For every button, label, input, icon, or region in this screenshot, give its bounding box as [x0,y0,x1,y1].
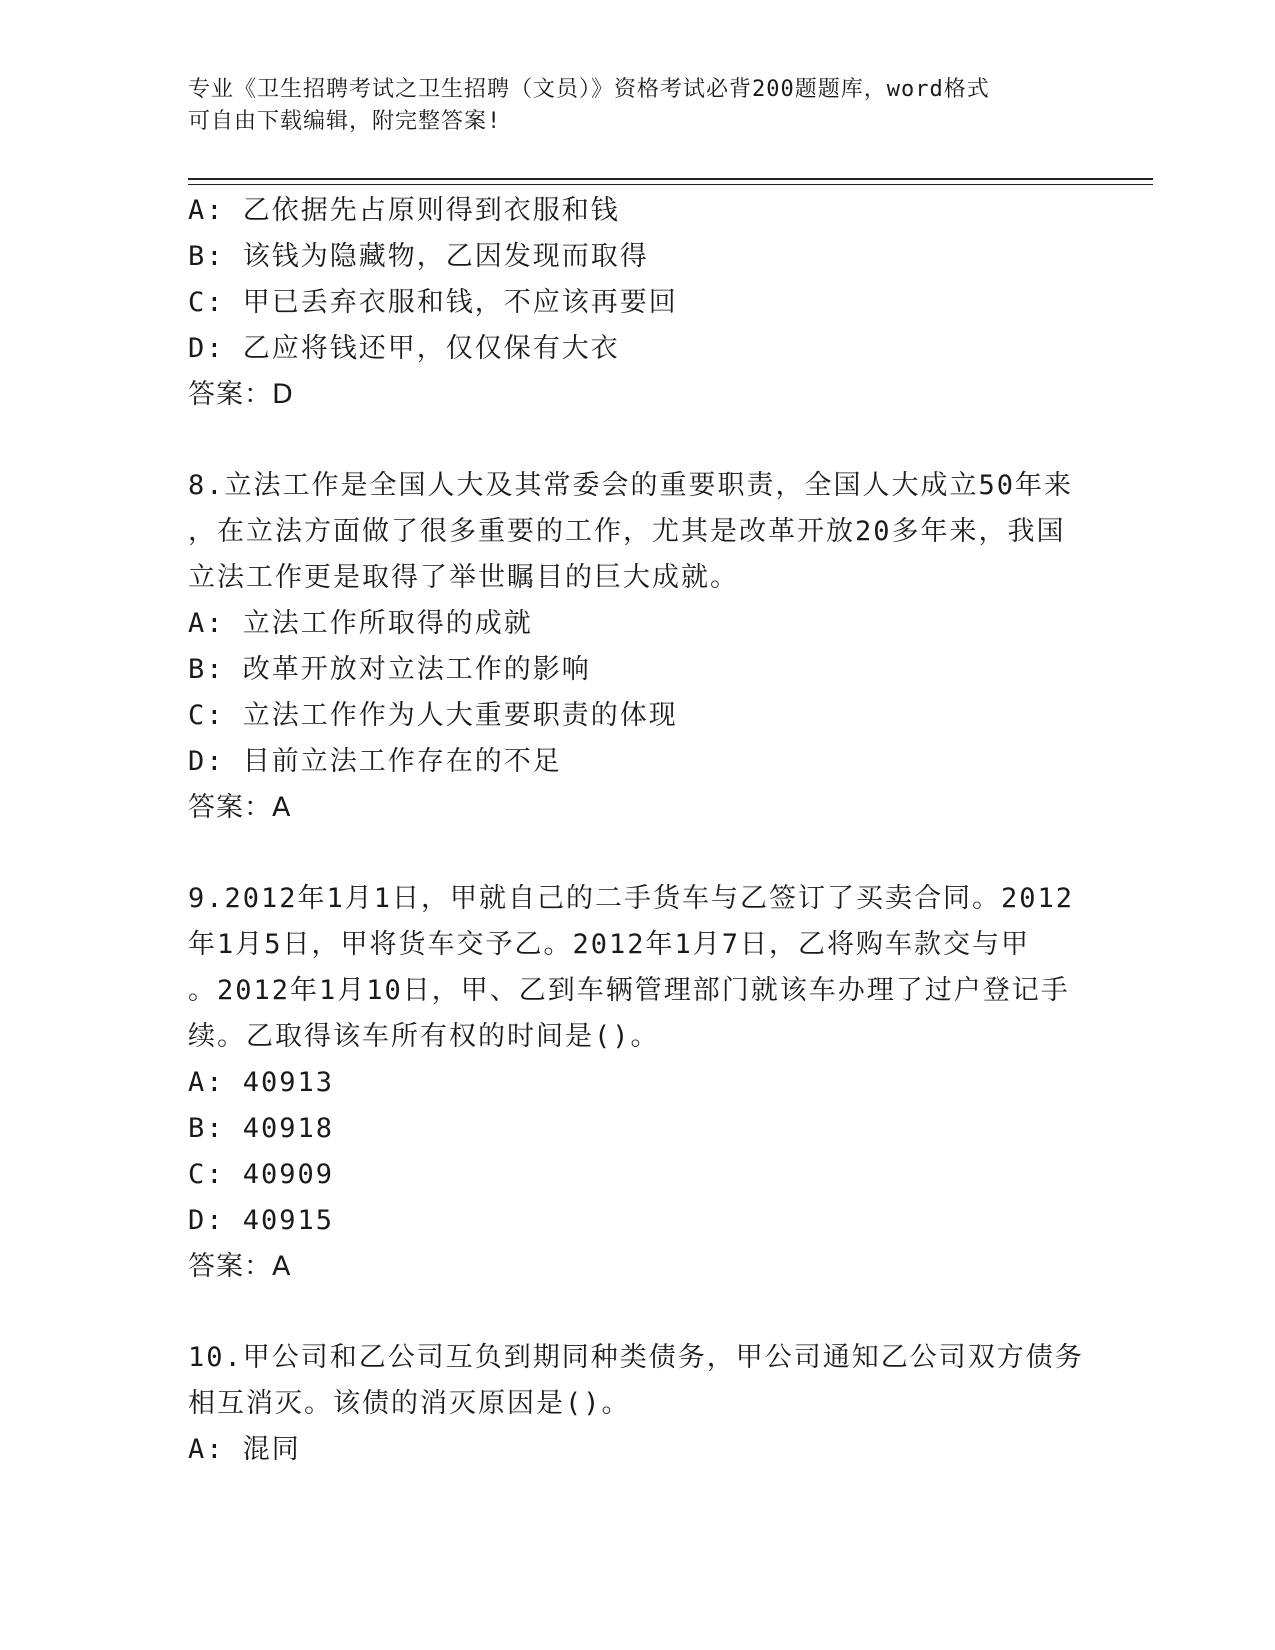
option-b: B: 40918 [188,1113,335,1144]
option-d: D: 目前立法工作存在的不足 [188,746,562,777]
option-b: B: 改革开放对立法工作的影响 [188,654,591,685]
question-7 [188,188,1093,418]
option-c: C: 40909 [188,1159,335,1190]
option-a: A: 40913 [188,1067,335,1098]
question-10 [188,1335,1093,1473]
option-a: A: 混同 [188,1434,301,1465]
option-b: B: 该钱为隐藏物，乙因发现而取得 [188,241,649,272]
option-c: C: 甲已丢弃衣服和钱，不应该再要回 [188,287,678,318]
question-stem-line: 年1月5日，甲将货车交予乙。2012年1月7日，乙将购车款交与甲 [188,929,1031,960]
option-d: D: 乙应将钱还甲，仅仅保有大衣 [188,333,620,364]
option-a: A: 乙依据先占原则得到衣服和钱 [188,195,620,226]
question-stem-line: 续。乙取得该车所有权的时间是()。 [188,1021,660,1052]
question-stem-line: 9.2012年1月1日，甲就自己的二手货车与乙签订了买卖合同。2012 [188,883,1075,914]
header-rule-thick [188,178,1153,180]
question-list [188,188,1093,1473]
answer-line: 答案：A [188,792,292,823]
spacer [188,418,1093,463]
answer-line: 答案：D [188,379,294,410]
answer-line: 答案：A [188,1251,292,1282]
header-rule-thin [188,184,1153,185]
question-stem-line: ，在立法方面做了很多重要的工作，尤其是改革开放20多年来，我国 [188,516,1066,547]
question-stem-line: 相互消灭。该债的消灭原因是()。 [188,1388,631,1419]
question-stem-line: 。2012年1月10日，甲、乙到车辆管理部门就该车办理了过户登记手 [188,975,1070,1006]
question-stem-line: 10.甲公司和乙公司互负到期同种类债务，甲公司通知乙公司双方债务 [188,1342,1084,1373]
document-header [188,74,1088,138]
option-c: C: 立法工作作为人大重要职责的体现 [188,700,678,731]
question-9 [188,876,1093,1290]
option-a: A: 立法工作所取得的成就 [188,608,533,639]
header-line-2: 可自由下载编辑，附完整答案! [188,109,502,134]
spacer [188,1290,1093,1335]
question-stem-line: 8.立法工作是全国人大及其常委会的重要职责，全国人大成立50年来 [188,470,1074,501]
spacer [188,831,1093,876]
header-line-1: 专业《卫生招聘考试之卫生招聘（文员）》资格考试必背200题题库，word格式 [188,77,990,102]
question-8 [188,463,1093,831]
question-stem-line: 立法工作更是取得了举世瞩目的巨大成就。 [188,562,739,593]
option-d: D: 40915 [188,1205,335,1236]
